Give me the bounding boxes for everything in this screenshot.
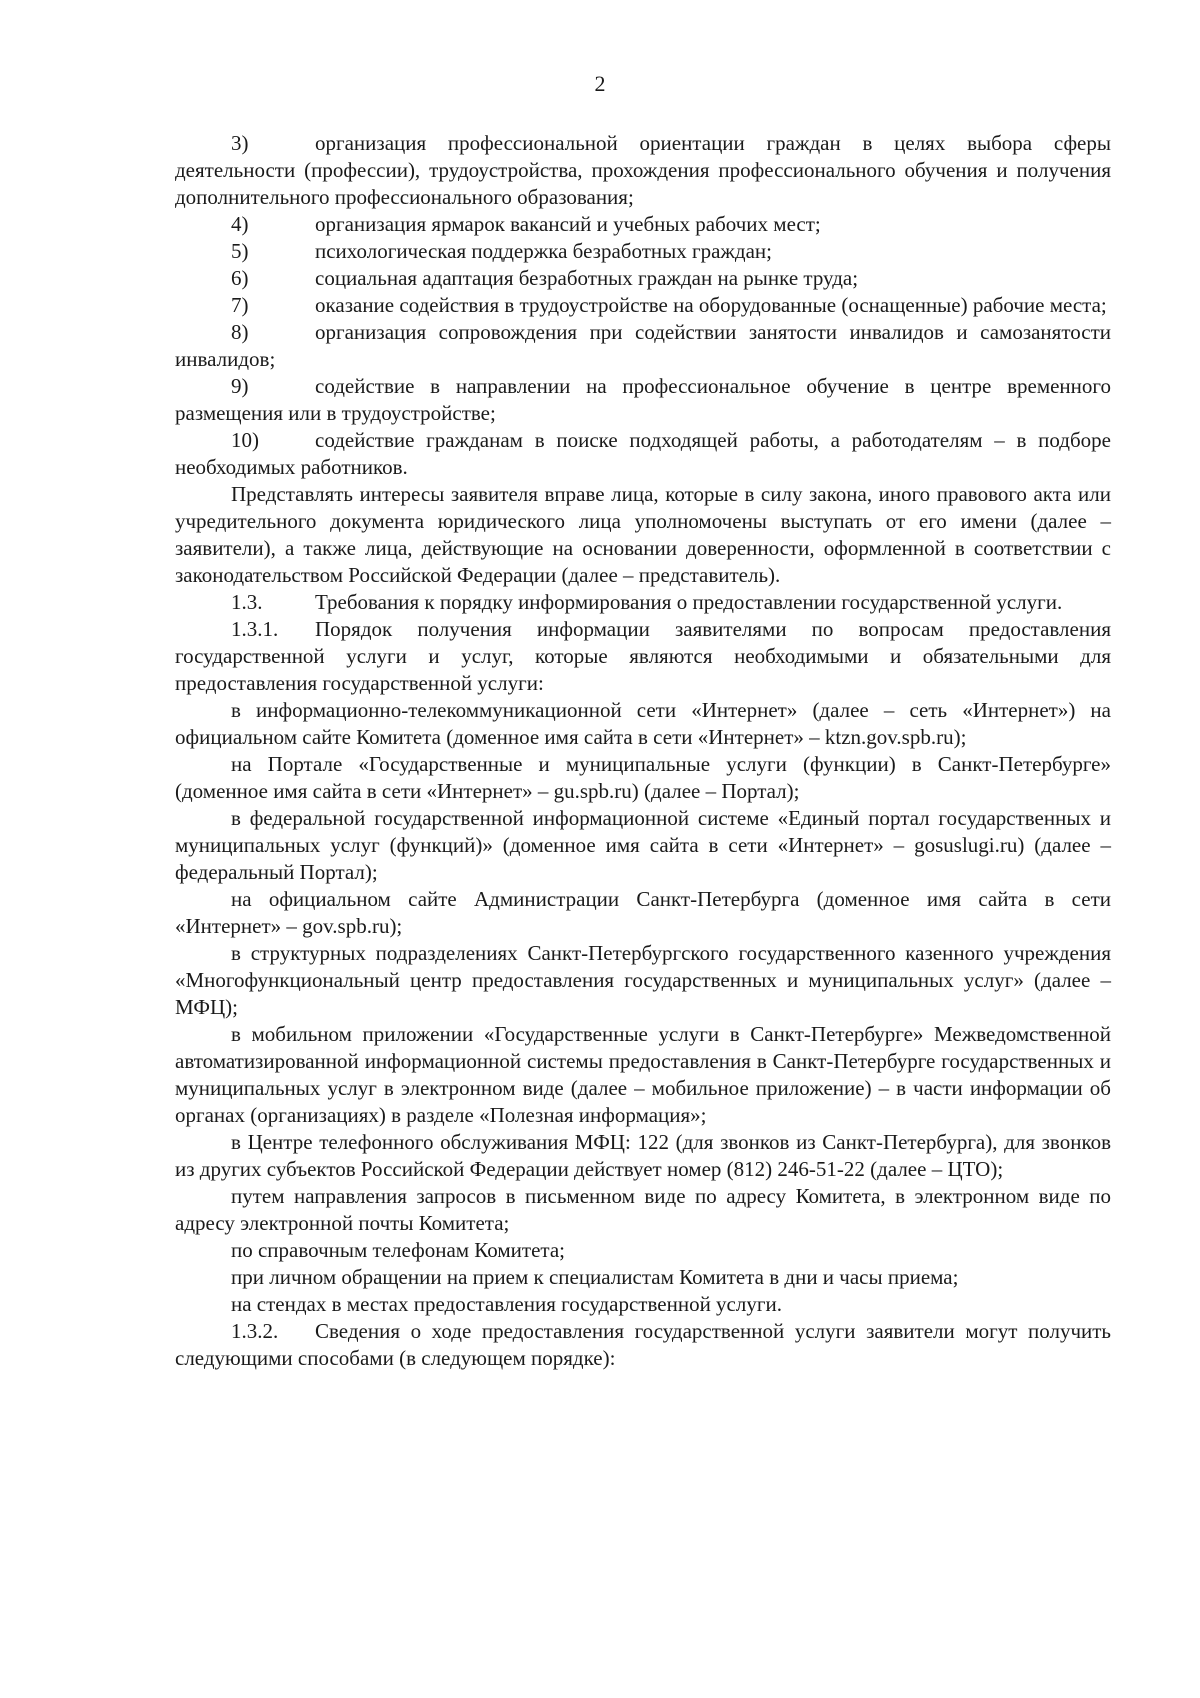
list-item-text: содействие в направлении на профессиональное обучение в центре временного размещения или в трудоустройстве; xyxy=(175,374,1111,425)
list-item-text: оказание содействия в трудоустройстве на оборудованные (оснащенные) рабочие места; xyxy=(315,293,1107,317)
section-text: Сведения о ходе предоставления государственной услуги заявители могут получить следующими способами (в следующем порядке): xyxy=(175,1319,1111,1370)
section-text: Требования к порядку информирования о предоставлении государственной услуги. xyxy=(315,590,1063,614)
paragraph-stands: на стендах в местах предоставления государственной услуги. xyxy=(231,1292,782,1316)
list-item-3 xyxy=(175,130,1111,211)
list-item-8 xyxy=(175,319,1111,373)
list-item-number: 4) xyxy=(231,212,249,236)
list-item-number: 10) xyxy=(231,428,259,452)
list-item-4 xyxy=(175,211,1111,238)
list-item-number: 8) xyxy=(231,320,249,344)
paragraph-representatives: Представлять интересы заявителя вправе лица, которые в силу закона, иного правового акта или учредительного документа юридического лица уполномочены выступать от его имени (далее – заявители), а также лица, действующие на основании доверенности, оформленной в соответствии с законодательством Российской Федерации (далее – представитель). xyxy=(175,482,1111,587)
list-item-5 xyxy=(175,238,1111,265)
section-text: Порядок получения информации заявителями по вопросам предоставления государственной услуги и услуг, которые являются необходимыми и обязательными для предоставления государственной услуги: xyxy=(175,617,1111,695)
paragraph-portal: на Портале «Государственные и муниципальные услуги (функции) в Санкт-Петербурге» (доменное имя сайта в сети «Интернет» – gu.spb.ru) (далее – Портал); xyxy=(175,752,1111,803)
list-item-text: организация сопровождения при содействии занятости инвалидов и самозанятости инвалидов; xyxy=(175,320,1111,371)
list-item-number: 7) xyxy=(231,293,249,317)
section-number: 1.3.2. xyxy=(231,1319,279,1343)
paragraph-phone-center: в Центре телефонного обслуживания МФЦ: 122 (для звонков из Санкт-Петербурга), для звонков из других субъектов Российской Федерации действует номер (812) 246-51-22 (далее – ЦТО); xyxy=(175,1130,1111,1181)
list-item-number: 3) xyxy=(231,131,249,155)
list-item-number: 6) xyxy=(231,266,249,290)
list-item-7 xyxy=(175,292,1111,319)
list-item-10 xyxy=(175,427,1111,481)
paragraph-federal-portal: в федеральной государственной информационной системе «Единый портал государственных и муниципальных услуг (функций)» (доменное имя сайта в сети «Интернет» – gosuslugi.ru) (далее – федеральный Портал); xyxy=(175,806,1111,884)
list-item-text: организация профессиональной ориентации граждан в целях выбора сферы деятельности (профессии), трудоустройства, прохождения профессионального обучения и получения дополнительного профессионального образования; xyxy=(175,131,1111,209)
section-1-3-2 xyxy=(175,1318,1111,1372)
list-item-text: психологическая поддержка безработных граждан; xyxy=(315,239,772,263)
paragraph-reference-phones: по справочным телефонам Комитета; xyxy=(231,1238,565,1262)
list-item-9 xyxy=(175,373,1111,427)
paragraph-personal-visit: при личном обращении на прием к специалистам Комитета в дни и часы приема; xyxy=(231,1265,959,1289)
section-number: 1.3. xyxy=(231,590,263,614)
paragraph-mobile-app: в мобильном приложении «Государственные услуги в Санкт-Петербурге» Межведомственной автоматизированной информационной системы предоставления в Санкт-Петербурге государственных и муниципальных услуг в электронном виде (далее – мобильное приложение) – в части информации об органах (организациях) в разделе «Полезная информация»; xyxy=(175,1022,1111,1127)
list-item-text: содействие гражданам в поиске подходящей работы, а работодателям – в подборе необходимых работников. xyxy=(175,428,1111,479)
paragraph-mfc: в структурных подразделениях Санкт-Петербургского государственного казенного учреждения «Многофункциональный центр предоставления государственных и муниципальных услуг» (далее – МФЦ); xyxy=(175,941,1111,1019)
section-1-3-1 xyxy=(175,616,1111,697)
section-number: 1.3.1. xyxy=(231,617,279,641)
list-item-text: организация ярмарок вакансий и учебных рабочих мест; xyxy=(315,212,821,236)
list-item-number: 5) xyxy=(231,239,249,263)
page-number: 2 xyxy=(594,71,606,96)
paragraph-admin-site: на официальном сайте Администрации Санкт-Петербурга (доменное имя сайта в сети «Интернет» – gov.spb.ru); xyxy=(175,887,1111,938)
list-item-text: социальная адаптация безработных граждан на рынке труда; xyxy=(315,266,859,290)
section-1-3 xyxy=(175,589,1111,616)
list-item-6 xyxy=(175,265,1111,292)
document-body xyxy=(175,130,1111,1372)
list-item-number: 9) xyxy=(231,374,249,398)
paragraph-written-requests: путем направления запросов в письменном виде по адресу Комитета, в электронном виде по адресу электронной почты Комитета; xyxy=(175,1184,1111,1235)
paragraph-internet: в информационно-телекоммуникационной сети «Интернет» (далее – сеть «Интернет») на официальном сайте Комитета (доменное имя сайта в сети «Интернет» – ktzn.gov.spb.ru); xyxy=(175,698,1111,749)
